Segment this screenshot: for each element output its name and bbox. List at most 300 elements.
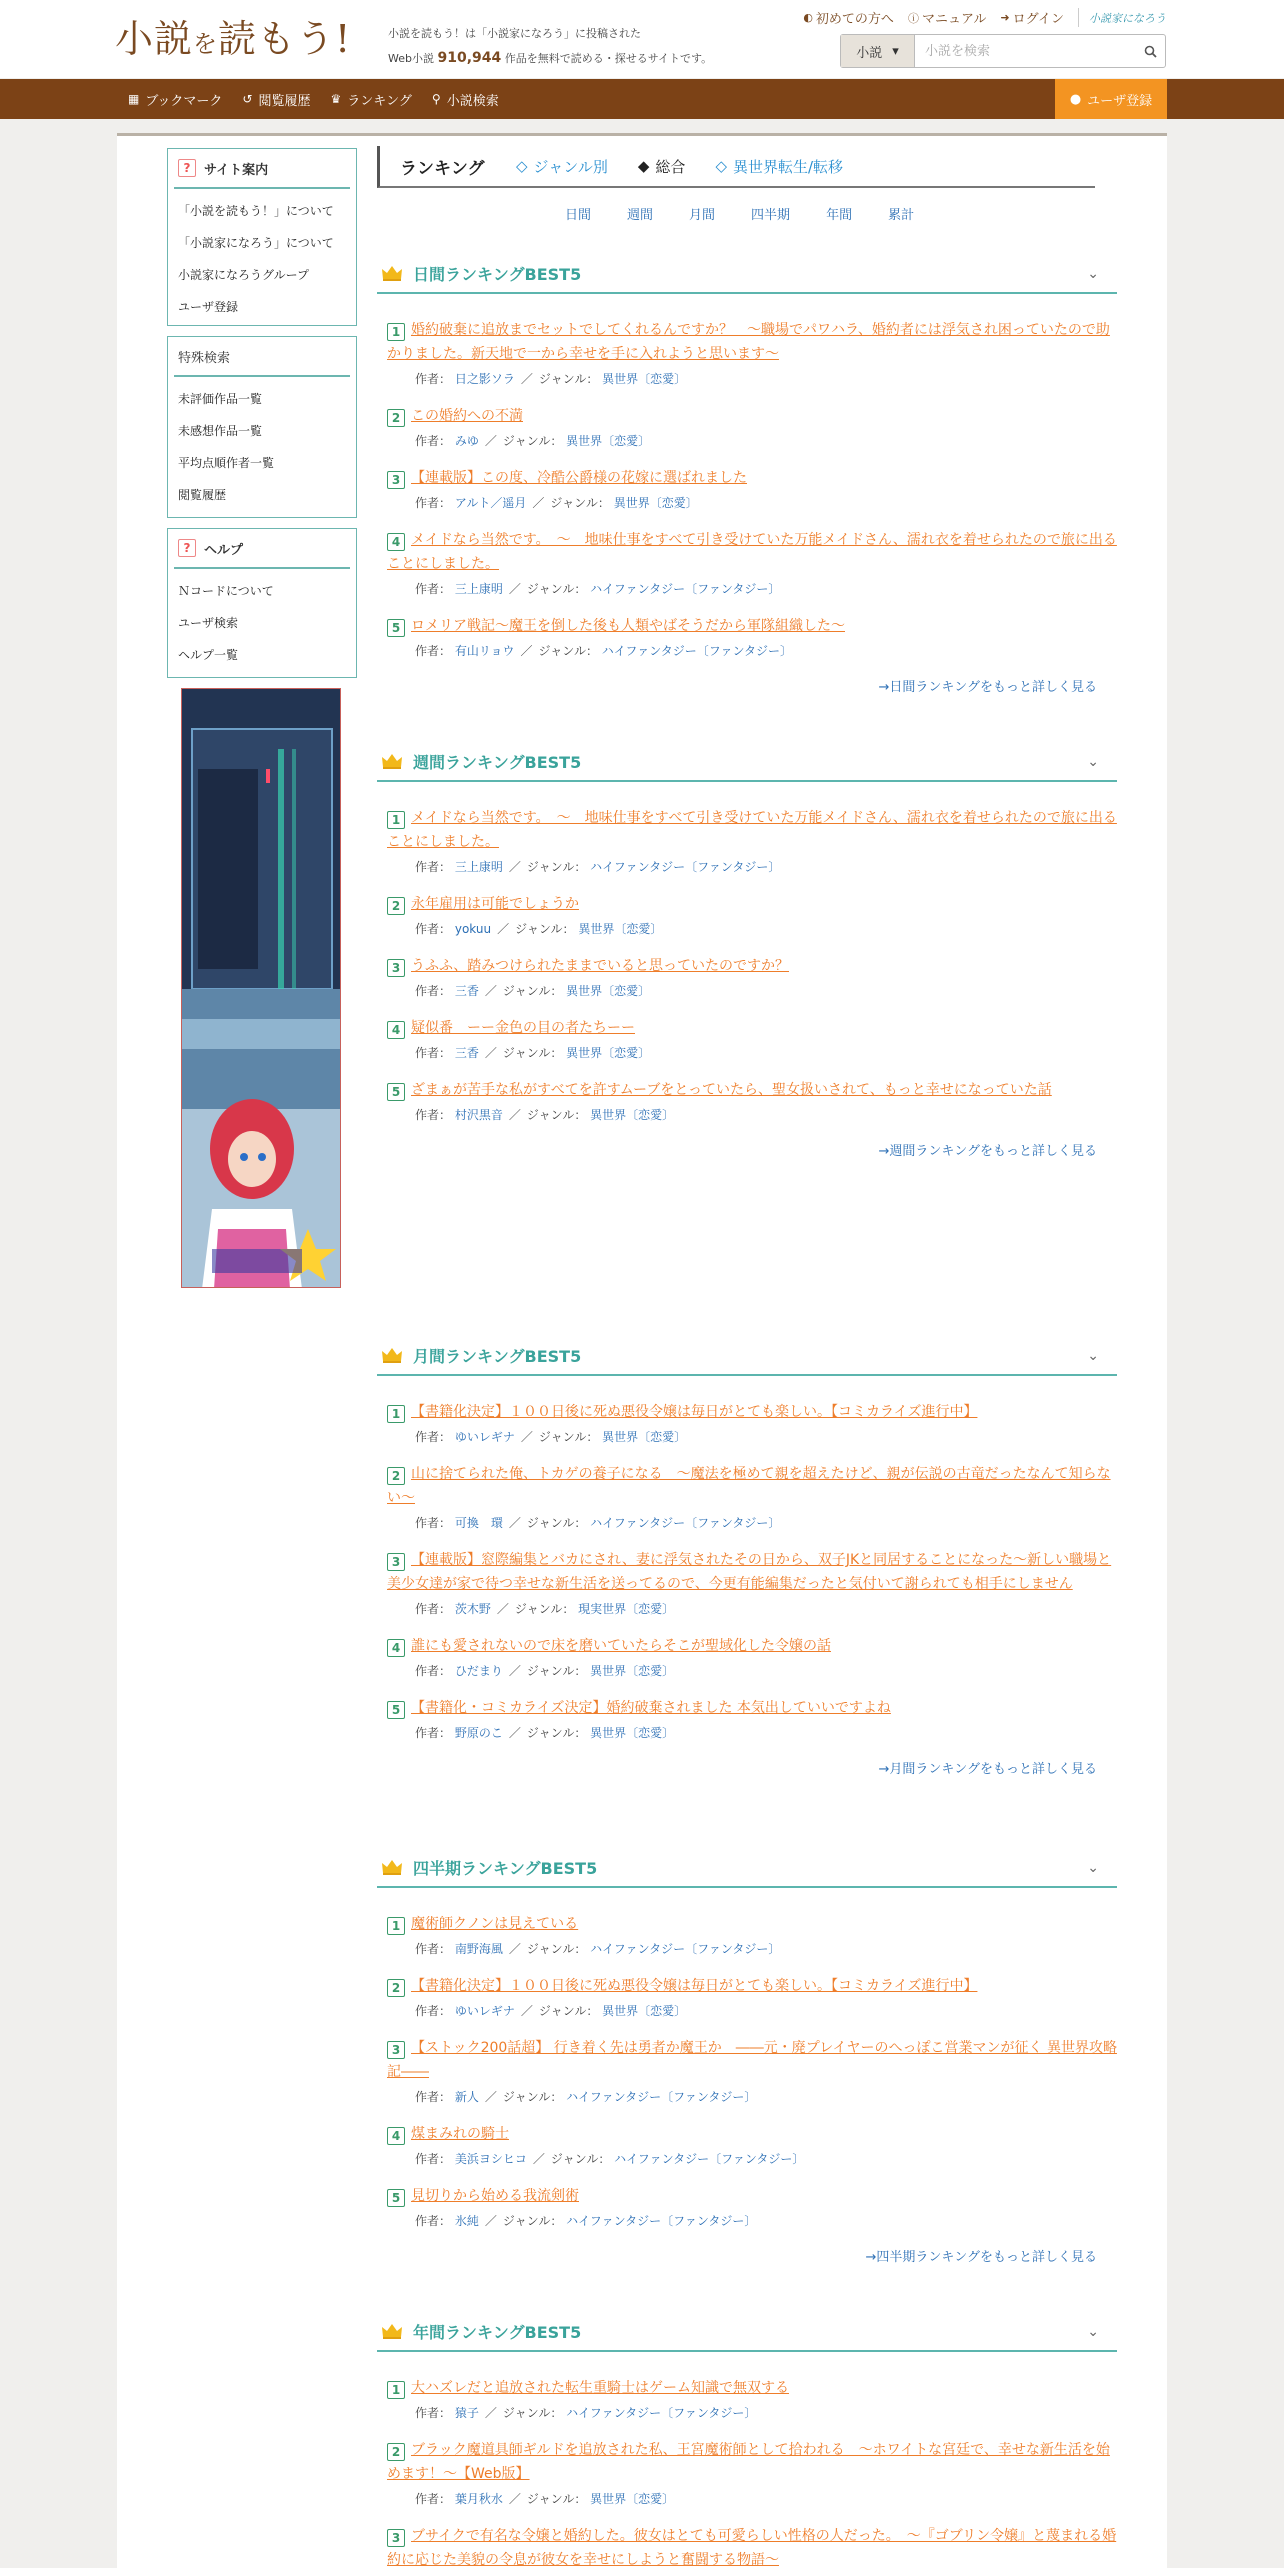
ranking-entry xyxy=(387,1400,1117,1448)
sidebar-item-no-review[interactable]: 未感想作品一覧 xyxy=(178,424,263,438)
sidebar-help xyxy=(167,528,357,678)
novel-title-link[interactable]: 疑似番 ーー金色の目の者たちーー xyxy=(411,1020,635,1036)
genre-label: ジャンル： xyxy=(538,1430,599,1444)
more-ranking-link[interactable]: →日間ランキングをもっと詳しく見る xyxy=(878,680,1097,695)
section-header[interactable] xyxy=(377,1336,1117,1376)
register-button[interactable] xyxy=(1055,79,1167,119)
novel-title-link[interactable]: 【書籍化決定】１００日後に死ぬ悪役令嬢は毎日がとても楽しい。【コミカライズ進行中】 xyxy=(411,1404,978,1420)
diamond-outline-icon: ◇ xyxy=(715,157,727,175)
sidebar-help-title: ヘルプ xyxy=(204,542,244,558)
narou-brand-link[interactable] xyxy=(1078,8,1166,27)
author-label: 作者： xyxy=(415,1046,452,1060)
nav-history-label: 閲覧履歴 xyxy=(258,93,311,109)
crown-icon: ♛ xyxy=(330,92,342,106)
tab-isekai-label: 異世界転生/転移 xyxy=(732,157,844,176)
meta-separator: ／ xyxy=(520,2004,533,2018)
ranking-entry xyxy=(387,528,1117,600)
rank-number-icon: 5 xyxy=(387,1701,405,1719)
period-weekly[interactable]: 週間 xyxy=(627,208,654,223)
entry-meta xyxy=(387,1426,1117,1448)
author-link[interactable]: 新人 xyxy=(454,2090,479,2104)
entry-meta xyxy=(387,918,1117,940)
author-link[interactable]: 葉月秋水 xyxy=(454,2492,503,2506)
genre-link[interactable]: 異世界〔恋愛〕 xyxy=(602,2004,687,2018)
chevron-down-icon[interactable]: ⌄ xyxy=(1087,2324,1099,2340)
novel-title-link[interactable]: ブサイクで有名な令嬢と婚約した。彼女はとても可愛らしい性格の人だった。 ～『ゴブリン令嬢』と蔑まれる婚約に応じた美貌の令息が彼女を幸せにしようと奮闘する物語～ xyxy=(387,2528,1117,2568)
chevron-down-icon[interactable]: ⌄ xyxy=(1087,754,1099,770)
crown-icon xyxy=(381,2322,403,2340)
author-label: 作者： xyxy=(415,1664,452,1678)
top-links xyxy=(803,8,1166,27)
more-ranking-link[interactable]: →月間ランキングをもっと詳しく見る xyxy=(878,1762,1097,1777)
author-link[interactable]: 可換 環 xyxy=(454,1516,503,1530)
meta-separator: ／ xyxy=(508,582,521,596)
period-tabs xyxy=(565,204,914,223)
genre-link[interactable]: ハイファンタジー〔ファンタジー〕 xyxy=(590,1516,781,1530)
novel-title-link[interactable]: ロメリア戦記～魔王を倒した後も人類やばそうだから軍隊組織した～ xyxy=(411,618,845,634)
rank-number-icon: 2 xyxy=(387,2443,405,2461)
tagline-suffix: 作品を無料で読める・探せるサイトです。 xyxy=(504,52,713,65)
period-monthly[interactable]: 月間 xyxy=(689,208,716,223)
rank-number-icon: 3 xyxy=(387,959,405,977)
history-icon: ↺ xyxy=(242,92,253,106)
search-type-select[interactable] xyxy=(841,35,915,67)
sidebar-item-ncode[interactable]: Ｎコードについて xyxy=(178,584,274,598)
ranking-entry xyxy=(387,1974,1117,2022)
question-icon: ? xyxy=(178,159,196,177)
sidebar-item-group[interactable]: 小説家になろうグループ xyxy=(178,268,310,282)
genre-label: ジャンル： xyxy=(514,1602,575,1616)
tab-overall[interactable] xyxy=(638,156,686,177)
novel-title-link[interactable]: 【書籍化・コミカライズ決定】婚約破棄されました 本気出していいですよね xyxy=(411,1700,891,1716)
genre-label: ジャンル： xyxy=(526,1726,587,1740)
novel-title-link[interactable]: 永年雇用は可能でしょうか xyxy=(411,896,579,912)
author-label: 作者： xyxy=(415,1108,452,1122)
author-label: 作者： xyxy=(415,2152,452,2166)
ranking-tabs xyxy=(377,146,1095,188)
entry-meta xyxy=(387,2086,1117,2108)
ranking-entry xyxy=(387,2438,1117,2510)
genre-label: ジャンル： xyxy=(526,1942,587,1956)
ranking-entry xyxy=(387,2376,1117,2424)
entry-meta xyxy=(387,1660,1117,1682)
genre-link[interactable]: 異世界〔恋愛〕 xyxy=(566,434,651,448)
ranking-entry xyxy=(387,954,1117,1002)
author-label: 作者： xyxy=(415,496,452,510)
ranking-entry xyxy=(387,1696,1117,1744)
novel-title-link[interactable]: 【連載版】この度、冷酷公爵様の花嫁に選ばれました xyxy=(411,470,747,486)
sidebar-item-help-list[interactable]: ヘルプ一覧 xyxy=(178,648,239,662)
sidebar-item-user-search[interactable]: ユーザ検索 xyxy=(178,616,239,630)
genre-label: ジャンル： xyxy=(526,860,587,874)
section-title: 四半期ランキングBEST5 xyxy=(413,1858,598,1878)
user-icon: ● xyxy=(1069,91,1082,107)
sidebar-item-about-yomou[interactable]: 「小説を読もう！」について xyxy=(178,204,334,218)
meta-separator: ／ xyxy=(496,1602,509,1616)
nav-bookmark[interactable] xyxy=(128,79,222,119)
search-button[interactable] xyxy=(1135,35,1165,67)
work-count: 910,944 xyxy=(437,50,502,66)
author-link[interactable]: 野原のこ xyxy=(454,1726,503,1740)
question-icon: ⓘ xyxy=(907,11,919,25)
entry-meta xyxy=(387,578,1117,600)
genre-label: ジャンル： xyxy=(526,1664,587,1678)
sidebar-item-history[interactable]: 閲覧履歴 xyxy=(178,488,227,502)
meta-separator: ／ xyxy=(508,1108,521,1122)
section-monthly xyxy=(377,1336,1117,1777)
section-header[interactable] xyxy=(377,1848,1117,1888)
author-label: 作者： xyxy=(415,2090,452,2104)
author-label: 作者： xyxy=(415,1516,452,1530)
meta-separator: ／ xyxy=(484,1046,497,1060)
author-link[interactable]: 南野海風 xyxy=(454,1942,503,1956)
author-link[interactable]: 三香 xyxy=(454,984,479,998)
author-link[interactable]: 有山リョウ xyxy=(454,644,515,658)
crown-icon xyxy=(381,1858,403,1876)
ranking-entry xyxy=(387,2184,1117,2232)
entry-meta xyxy=(387,2488,1117,2510)
novel-title-link[interactable]: うふふ、踏みつけられたままでいると思っていたのですか？ xyxy=(411,958,789,974)
entry-meta xyxy=(387,1938,1117,1960)
author-link[interactable]: 美浜ヨシヒコ xyxy=(454,2152,527,2166)
author-link[interactable]: ゆいレギナ xyxy=(454,2004,515,2018)
rank-number-icon: 1 xyxy=(387,1405,405,1423)
author-link[interactable]: 猿子 xyxy=(454,2406,479,2420)
ad-banner[interactable] xyxy=(181,688,341,1288)
author-label: 作者： xyxy=(415,984,452,998)
genre-link[interactable]: ハイファンタジー〔ファンタジー〕 xyxy=(566,2214,757,2228)
sidebar-help-header xyxy=(174,529,350,569)
search-icon: ⚲ xyxy=(431,92,441,106)
novel-title-link[interactable]: この婚約への不満 xyxy=(411,408,523,424)
rank-number-icon: 4 xyxy=(387,533,405,551)
section-header[interactable] xyxy=(377,2312,1117,2352)
meta-separator: ／ xyxy=(508,1726,521,1740)
genre-link[interactable]: ハイファンタジー〔ファンタジー〕 xyxy=(601,644,792,658)
section-title: 月間ランキングBEST5 xyxy=(413,1346,582,1366)
search-icon xyxy=(1144,45,1157,58)
ranking-title: ランキング xyxy=(400,158,485,179)
genre-link[interactable]: 異世界〔恋愛〕 xyxy=(613,496,698,510)
genre-link[interactable]: 現実世界〔恋愛〕 xyxy=(578,1602,675,1616)
genre-link[interactable]: 異世界〔恋愛〕 xyxy=(602,1430,687,1444)
author-label: 作者： xyxy=(415,1602,452,1616)
ranking-entry xyxy=(387,892,1117,940)
tab-genre[interactable] xyxy=(516,156,608,177)
sidebar-item-about-narou[interactable]: 「小説家になろう」について xyxy=(178,236,334,250)
section-header[interactable] xyxy=(377,254,1117,294)
search-input[interactable] xyxy=(915,35,1135,67)
genre-label: ジャンル： xyxy=(538,2004,599,2018)
section-daily xyxy=(377,254,1117,695)
entry-meta xyxy=(387,1104,1117,1126)
genre-label: ジャンル： xyxy=(550,2152,611,2166)
author-label: 作者： xyxy=(415,922,452,936)
narou-brand-label: 小説家になろう xyxy=(1089,11,1166,25)
sidebar-item-register[interactable]: ユーザ登録 xyxy=(178,300,239,314)
rank-number-icon: 5 xyxy=(387,2189,405,2207)
genre-label: ジャンル： xyxy=(538,372,599,386)
sidebar-item-unrated[interactable]: 未評価作品一覧 xyxy=(178,392,263,406)
tagline-line1: 小説を読もう！は「小説家になろう」に投稿された xyxy=(388,27,641,40)
section-header[interactable] xyxy=(377,742,1117,782)
chevron-down-icon[interactable]: ⌄ xyxy=(1087,1348,1099,1364)
meta-separator: ／ xyxy=(508,2492,521,2506)
entry-meta xyxy=(387,1042,1117,1064)
entry-meta xyxy=(387,492,1117,514)
genre-label: ジャンル： xyxy=(550,496,610,510)
genre-link[interactable]: 異世界〔恋愛〕 xyxy=(590,1664,675,1678)
rank-number-icon: 3 xyxy=(387,471,405,489)
genre-link[interactable]: 異世界〔恋愛〕 xyxy=(566,1046,651,1060)
diamond-outline-icon: ◇ xyxy=(516,157,528,175)
genre-link[interactable]: ハイファンタジー〔ファンタジー〕 xyxy=(614,2152,805,2166)
ranking-entry xyxy=(387,806,1117,878)
genre-link[interactable]: 異世界〔恋愛〕 xyxy=(578,922,663,936)
nav-ranking[interactable] xyxy=(331,79,412,119)
nav-search[interactable] xyxy=(432,79,499,119)
novel-title-link[interactable]: ざまぁが苦手な私がすべてを許すムーブをとっていたら、聖女扱いされて、もっと幸せになっていた話 xyxy=(411,1082,1052,1098)
genre-link[interactable]: 異世界〔恋愛〕 xyxy=(590,2492,675,2506)
ranking-entry xyxy=(387,1634,1117,1682)
ranking-entry xyxy=(387,318,1117,390)
period-total[interactable]: 累計 xyxy=(888,208,915,223)
entry-meta xyxy=(387,2000,1117,2022)
author-link[interactable]: 三香 xyxy=(454,1046,479,1060)
genre-link[interactable]: ハイファンタジー〔ファンタジー〕 xyxy=(590,582,781,596)
main-nav xyxy=(0,79,1284,119)
ranking-entry xyxy=(387,1912,1117,1960)
ranking-entry xyxy=(387,466,1117,514)
section-title: 日間ランキングBEST5 xyxy=(413,264,582,284)
author-label: 作者： xyxy=(415,1430,452,1444)
meta-separator: ／ xyxy=(484,984,497,998)
entry-meta xyxy=(387,640,1117,662)
novel-title-link[interactable]: 誰にも愛されないので床を磨いていたらそこが聖域化した令嬢の話 xyxy=(411,1638,831,1654)
author-link[interactable]: 三上康明 xyxy=(454,582,503,596)
logo-text-tail: 読もう! xyxy=(218,17,352,61)
manual-label: マニュアル xyxy=(921,12,987,27)
author-link[interactable]: 日之影ソラ xyxy=(454,372,515,386)
crown-icon xyxy=(381,264,403,282)
meta-separator: ／ xyxy=(532,2152,545,2166)
more-ranking-link[interactable]: →四半期ランキングをもっと詳しく見る xyxy=(865,2250,1097,2265)
meta-separator: ／ xyxy=(484,434,497,448)
author-label: 作者： xyxy=(415,2214,452,2228)
author-label: 作者： xyxy=(415,2406,452,2420)
genre-link[interactable]: ハイファンタジー〔ファンタジー〕 xyxy=(566,2406,757,2420)
genre-link[interactable]: 異世界〔恋愛〕 xyxy=(566,984,651,998)
entry-meta xyxy=(387,2210,1117,2232)
genre-label: ジャンル： xyxy=(502,434,563,448)
author-link[interactable]: ゆいレギナ xyxy=(454,1430,515,1444)
novel-title-link[interactable]: 山に捨てられた俺、トカゲの養子になる 〜魔法を極めて親を超えたけど、親が伝説の古竜だったなんて知らない〜 xyxy=(387,1466,1111,1506)
author-link[interactable]: みゆ xyxy=(454,434,479,448)
site-tagline xyxy=(388,22,712,71)
tab-overall-label: 総合 xyxy=(655,157,686,176)
tagline-prefix: Web小説 xyxy=(388,52,434,65)
author-label: 作者： xyxy=(415,2492,452,2506)
author-link[interactable]: 氷純 xyxy=(454,2214,479,2228)
novel-title-link[interactable]: 【連載版】窓際編集とバカにされ、妻に浮気されたその日から、双子JKと同居することになった〜新しい職場と美少女達が家で待つ幸せな新生活を送ってるので、今更有能編集だったと気付いて謝られても相手にしません xyxy=(387,1552,1112,1592)
first-time-label: 初めての方へ xyxy=(815,12,894,27)
ranking-list xyxy=(377,2352,1117,2568)
nav-history[interactable] xyxy=(242,79,310,119)
rank-number-icon: 4 xyxy=(387,1639,405,1657)
rank-number-icon: 4 xyxy=(387,2127,405,2145)
sidebar-item-average-authors[interactable]: 平均点順作者一覧 xyxy=(178,456,275,470)
author-label: 作者： xyxy=(415,2004,452,2018)
genre-label: ジャンル： xyxy=(515,922,575,936)
login-icon: ➜ xyxy=(1000,11,1010,24)
meta-separator: ／ xyxy=(484,2090,497,2104)
crown-icon xyxy=(381,1346,403,1364)
period-quarterly[interactable]: 四半期 xyxy=(751,208,791,223)
meta-separator: ／ xyxy=(484,2406,497,2420)
rank-number-icon: 2 xyxy=(387,1467,405,1485)
first-time-link[interactable] xyxy=(803,8,894,27)
novel-title-link[interactable]: ブラック魔道具師ギルドを追放された私、王宮魔術師として拾われる ～ホワイトな宮廷で、幸せな新生活を始めます！～【Web版】 xyxy=(387,2442,1110,2482)
ranking-list xyxy=(377,294,1117,662)
meta-separator: ／ xyxy=(520,372,533,386)
genre-label: ジャンル： xyxy=(502,1046,563,1060)
genre-label: ジャンル： xyxy=(502,2090,563,2104)
bookmark-icon: ▦ xyxy=(128,92,140,106)
login-label: ログイン xyxy=(1012,12,1064,27)
beginner-icon: ◐ xyxy=(803,11,813,24)
register-label: ユーザ登録 xyxy=(1087,93,1153,109)
author-label: 作者： xyxy=(415,644,452,658)
nav-ranking-label: ランキング xyxy=(347,93,412,109)
sidebar-guide-title: サイト案内 xyxy=(204,162,269,178)
novel-title-link[interactable]: メイドなら当然です。 〜 地味仕事をすべて引き受けていた万能メイドさん、濡れ衣を着せられたので旅に出ることにしました。 xyxy=(387,532,1117,572)
ranking-entry xyxy=(387,614,1117,662)
author-label: 作者： xyxy=(415,582,452,596)
novel-title-link[interactable]: 大ハズレだと追放された転生重騎士はゲーム知識で無双する xyxy=(411,2380,789,2396)
more-ranking-link[interactable]: →週間ランキングをもっと詳しく見る xyxy=(878,1144,1097,1159)
sidebar-guide-header xyxy=(174,149,350,189)
author-link[interactable]: yokuu xyxy=(454,922,492,936)
ranking-list xyxy=(377,782,1117,1126)
meta-separator: ／ xyxy=(508,1664,521,1678)
ranking-entry xyxy=(387,1462,1117,1534)
meta-separator: ／ xyxy=(508,1942,521,1956)
rank-number-icon: 5 xyxy=(387,619,405,637)
ranking-entry xyxy=(387,404,1117,452)
novel-title-link[interactable]: 【ストック200話超】 行き着く先は勇者か魔王か ――元・廃プレイヤーのへっぽこ営業マンが征く 異世界攻略記―― xyxy=(387,2040,1117,2080)
site-logo[interactable] xyxy=(115,12,351,71)
rank-number-icon: 3 xyxy=(387,2041,405,2059)
author-link[interactable]: 茨木野 xyxy=(454,1602,491,1616)
rank-number-icon: 2 xyxy=(387,897,405,915)
genre-link[interactable]: ハイファンタジー〔ファンタジー〕 xyxy=(566,2090,757,2104)
search-box xyxy=(840,34,1166,68)
author-label: 作者： xyxy=(415,1726,452,1740)
period-daily[interactable]: 日間 xyxy=(565,208,592,223)
entry-meta xyxy=(387,2148,1117,2170)
chevron-down-icon[interactable]: ⌄ xyxy=(1087,1860,1099,1876)
genre-link[interactable]: 異世界〔恋愛〕 xyxy=(602,372,687,386)
genre-link[interactable]: 異世界〔恋愛〕 xyxy=(590,1108,675,1122)
nav-search-label: 小説検索 xyxy=(446,93,499,109)
ranking-list xyxy=(377,1888,1117,2232)
rank-number-icon: 3 xyxy=(387,1553,405,1571)
search-type-value: 小説 xyxy=(856,45,883,61)
logo-text-wo: を xyxy=(193,30,219,58)
genre-label: ジャンル： xyxy=(526,2492,587,2506)
meta-separator: ／ xyxy=(508,1516,521,1530)
meta-separator: ／ xyxy=(520,1430,533,1444)
author-label: 作者： xyxy=(415,860,452,874)
rank-number-icon: 2 xyxy=(387,409,405,427)
novel-title-link[interactable]: 見切りから始める我流剣術 xyxy=(411,2188,579,2204)
genre-label: ジャンル： xyxy=(526,582,587,596)
question-icon: ? xyxy=(178,539,196,557)
novel-title-link[interactable]: 【書籍化決定】１００日後に死ぬ悪役令嬢は毎日がとても楽しい。【コミカライズ進行中】 xyxy=(411,1978,978,1994)
entry-meta xyxy=(387,1598,1117,1620)
sidebar-special-header xyxy=(174,337,350,377)
entry-meta xyxy=(387,856,1117,878)
entry-meta xyxy=(387,980,1117,1002)
rank-number-icon: 1 xyxy=(387,1917,405,1935)
section-weekly xyxy=(377,742,1117,1159)
author-link[interactable]: 村沢黒音 xyxy=(454,1108,503,1122)
content-wrapper xyxy=(117,136,1167,2568)
novel-title-link[interactable]: メイドなら当然です。 〜 地味仕事をすべて引き受けていた万能メイドさん、濡れ衣を着せられたので旅に出ることにしました。 xyxy=(387,810,1117,850)
entry-meta xyxy=(387,2402,1117,2424)
manual-link[interactable] xyxy=(908,8,986,27)
period-yearly[interactable]: 年間 xyxy=(826,208,853,223)
rank-number-icon: 1 xyxy=(387,323,405,341)
novel-title-link[interactable]: 婚約破棄に追放までセットでしてくれるんですか？ ～職場でパワハラ、婚約者には浮気され困っていたので助かりました。新天地で一から幸せを手に入れようと思います～ xyxy=(387,322,1110,362)
entry-meta xyxy=(387,1722,1117,1744)
meta-separator: ／ xyxy=(508,860,521,874)
section-title: 年間ランキングBEST5 xyxy=(413,2322,582,2342)
entry-meta xyxy=(387,1512,1117,1534)
ranking-entry xyxy=(387,1548,1117,1620)
login-link[interactable] xyxy=(1000,8,1064,27)
genre-link[interactable]: ハイファンタジー〔ファンタジー〕 xyxy=(590,1942,781,1956)
novel-title-link[interactable]: 煤まみれの騎士 xyxy=(411,2126,509,2142)
section-title: 週間ランキングBEST5 xyxy=(413,752,582,772)
ad-artwork xyxy=(182,689,341,1288)
genre-link[interactable]: ハイファンタジー〔ファンタジー〕 xyxy=(590,860,781,874)
entry-meta xyxy=(387,368,1117,390)
rank-number-icon: 5 xyxy=(387,1083,405,1101)
nav-bookmark-label: ブックマーク xyxy=(145,93,223,109)
entry-meta xyxy=(387,430,1117,452)
ranking-entry xyxy=(387,2524,1117,2568)
ranking-entry xyxy=(387,1016,1117,1064)
author-link[interactable]: ひだまり xyxy=(454,1664,503,1678)
author-link[interactable]: 三上康明 xyxy=(454,860,503,874)
ranking-entry xyxy=(387,2036,1117,2108)
genre-label: ジャンル： xyxy=(538,644,598,658)
tab-isekai[interactable] xyxy=(715,156,843,177)
author-link[interactable]: アルト／遥月 xyxy=(454,496,527,510)
author-label: 作者： xyxy=(415,434,452,448)
novel-title-link[interactable]: 魔術師クノンは見えている xyxy=(411,1916,579,1932)
sidebar-guide xyxy=(167,148,357,326)
author-label: 作者： xyxy=(415,372,452,386)
logo-text-main: 小説 xyxy=(115,17,194,61)
chevron-down-icon: ▾ xyxy=(892,43,899,59)
tab-genre-label: ジャンル別 xyxy=(533,157,608,176)
sidebar-special-title: 特殊検索 xyxy=(178,350,231,366)
chevron-down-icon[interactable]: ⌄ xyxy=(1087,266,1099,282)
site-header xyxy=(0,0,1284,78)
genre-link[interactable]: 異世界〔恋愛〕 xyxy=(590,1726,675,1740)
